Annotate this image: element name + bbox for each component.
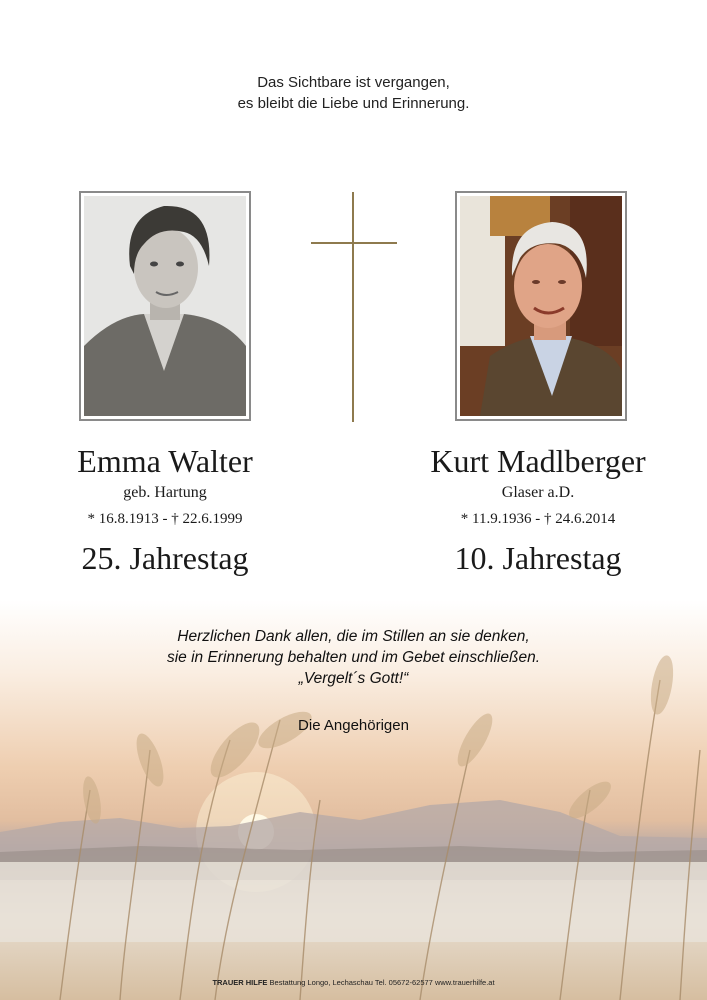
- person-name: Kurt Madlberger: [430, 443, 646, 479]
- footer-brand: TRAUER HILFE: [212, 978, 268, 987]
- thanks-message: [0, 626, 707, 689]
- thanks-line-1: Herzlichen Dank allen, die im Stillen an sie denken,: [177, 628, 530, 645]
- anniversary-label: 25. Jahrestag: [81, 540, 249, 576]
- portrait-photo-left: [79, 191, 251, 421]
- person-subtitle: geb. Hartung: [123, 484, 207, 501]
- footer-text: Bestattung Longo, Lechaschau Tel. 05672-62577 www.trauerhilfe.at: [269, 978, 495, 987]
- person-dates: * 16.8.1913 - † 22.6.1999: [87, 511, 243, 527]
- footer: [0, 978, 707, 988]
- person-dates: * 11.9.1936 - † 24.6.2014: [460, 511, 616, 527]
- motto-line-2: es bleibt die Liebe und Erinnerung.: [237, 95, 470, 112]
- cross-vertical-bar: [352, 192, 354, 422]
- cross-horizontal-bar: [311, 242, 397, 244]
- person-name: Emma Walter: [77, 443, 253, 479]
- person-subtitle: Glaser a.D.: [501, 484, 575, 501]
- motto-line-1: Das Sichtbare ist vergangen,: [257, 74, 450, 91]
- portrait-photo-right: [455, 191, 627, 421]
- motto: [0, 72, 707, 114]
- thanks-line-2: sie in Erinnerung behalten und im Gebet einschließen.: [166, 649, 541, 666]
- thanks-line-3: „Vergelt´s Gott!“: [298, 670, 409, 687]
- signature: Die Angehörigen: [298, 717, 409, 734]
- anniversary-label: 10. Jahrestag: [454, 540, 622, 576]
